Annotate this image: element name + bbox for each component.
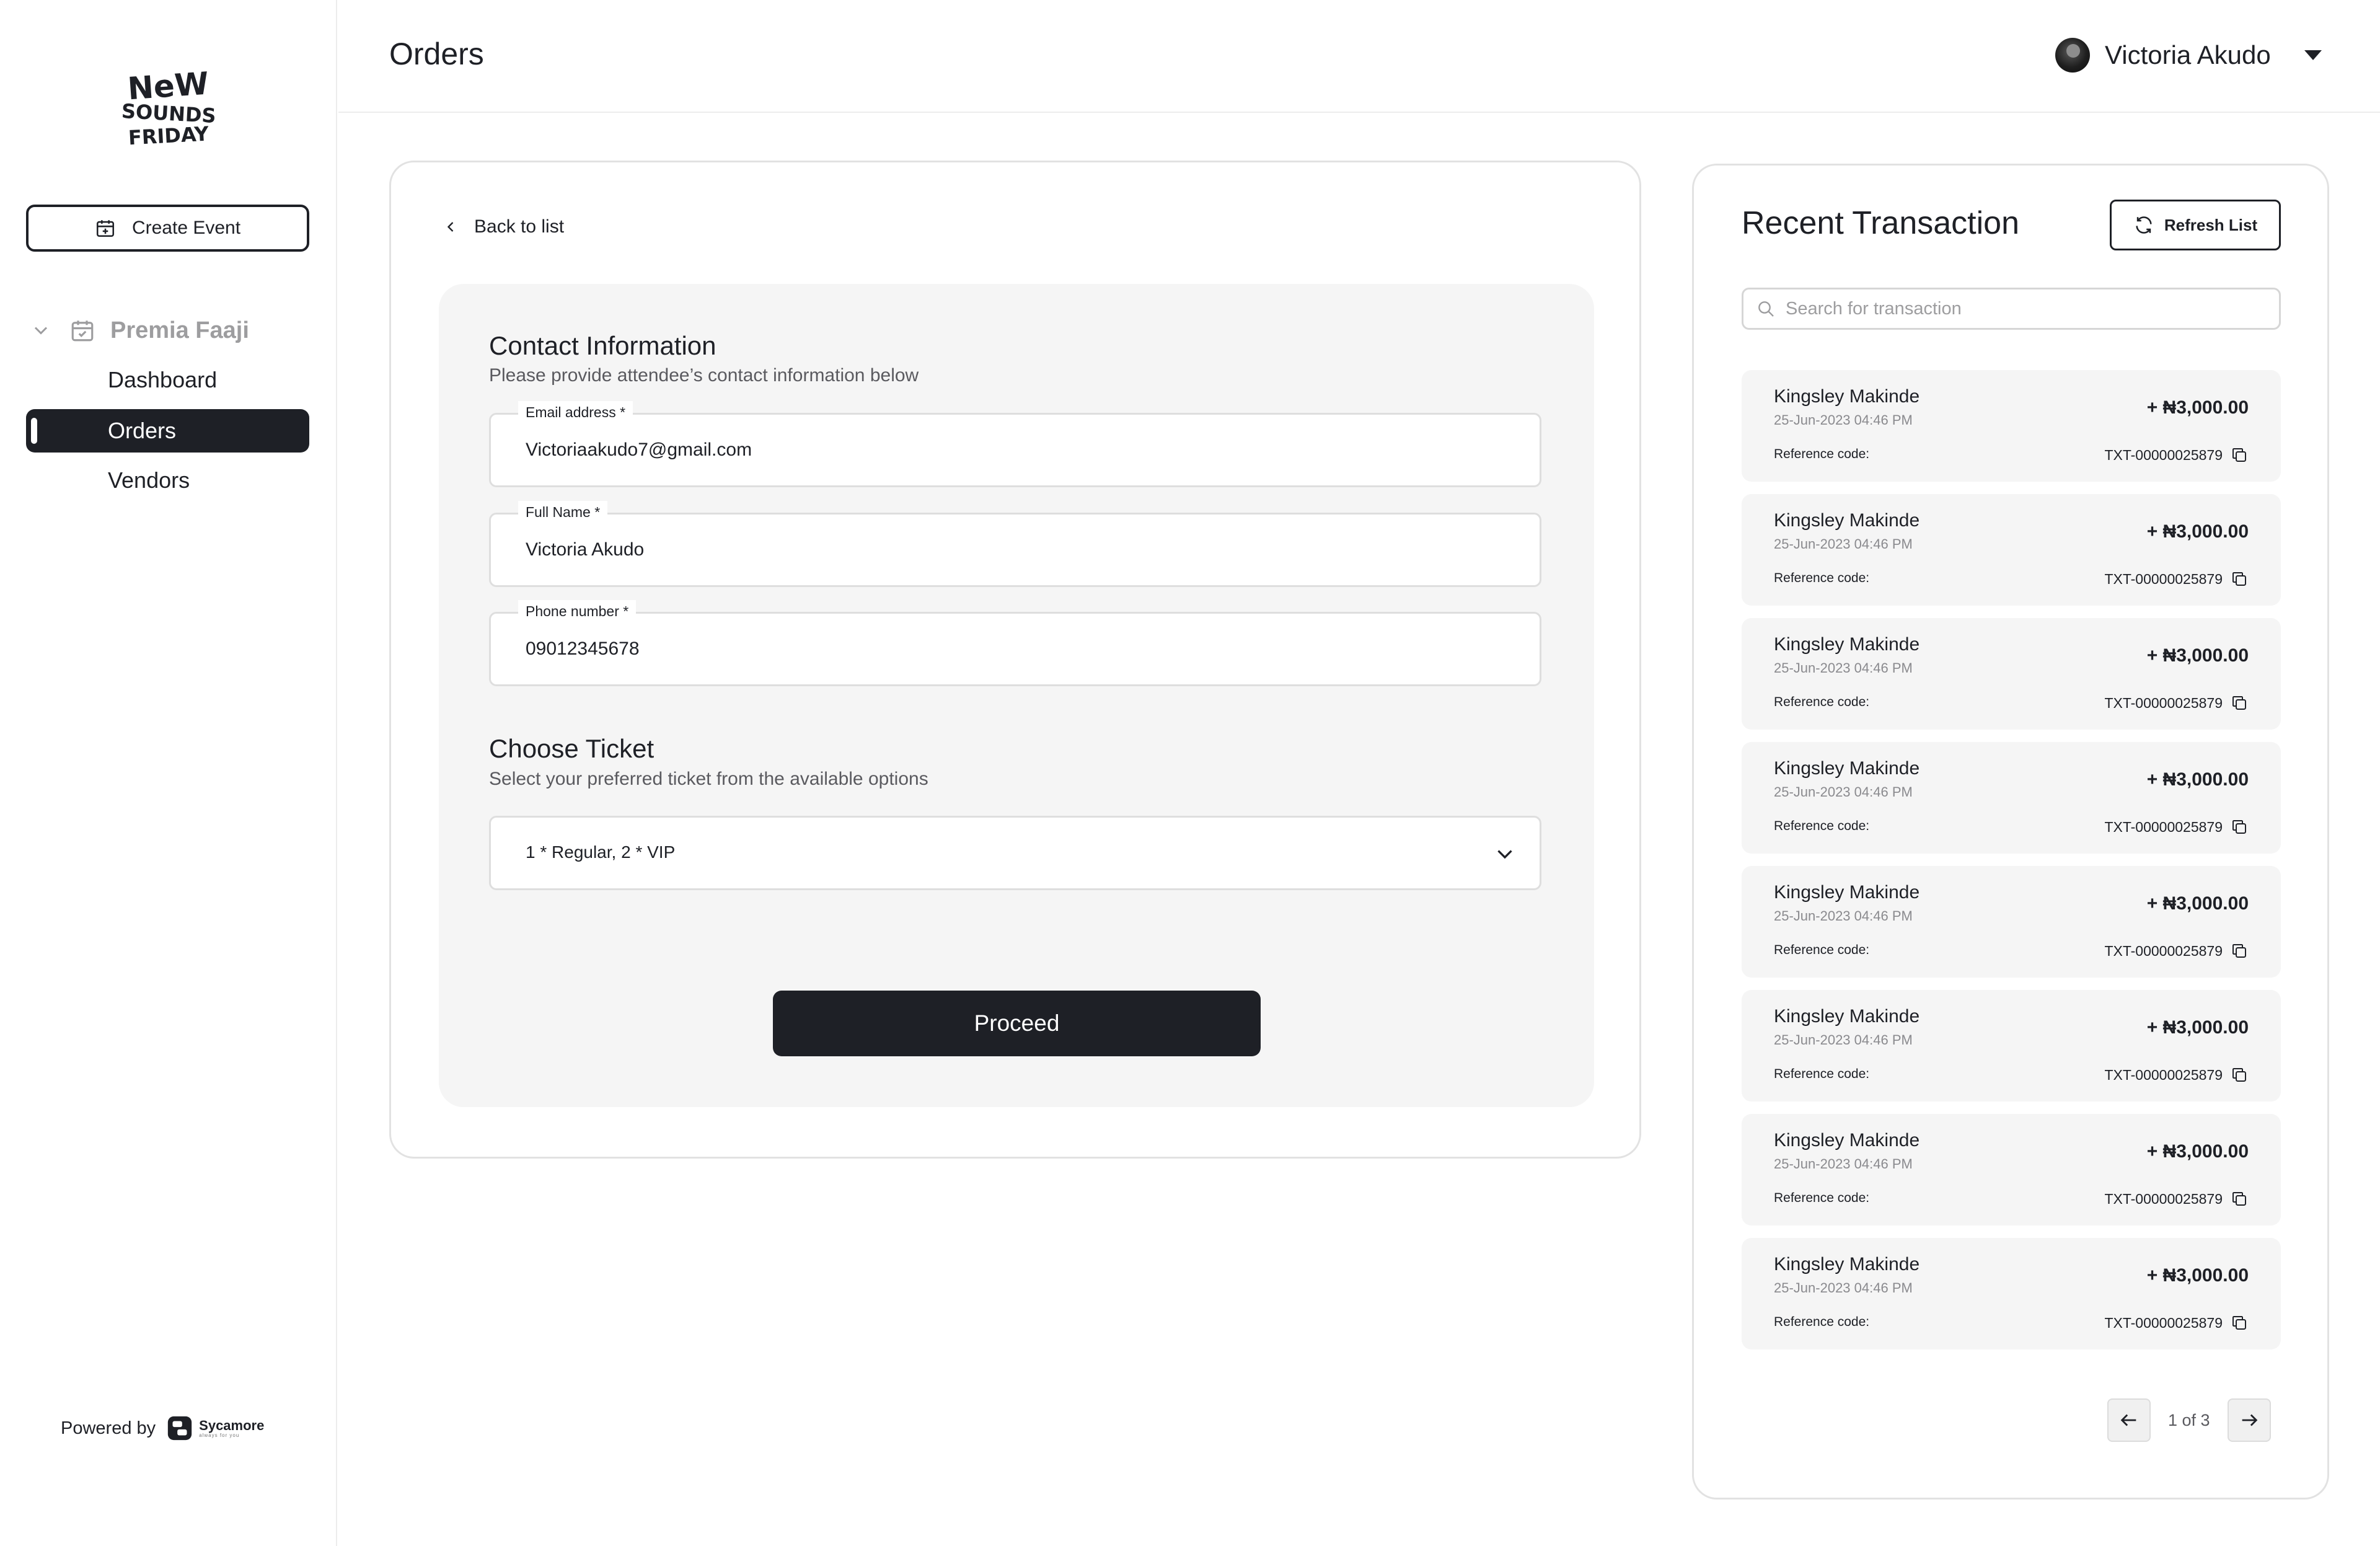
- powered-by-label: Powered by: [61, 1418, 156, 1438]
- reference-label: Reference code:: [1774, 943, 1870, 957]
- avatar: [2055, 38, 2090, 73]
- back-label: Back to list: [474, 216, 565, 237]
- reference-label: Reference code:: [1774, 447, 1870, 461]
- user-name: Victoria Akudo: [2105, 40, 2271, 69]
- reference-code-value: TXT-00000025879: [2104, 1314, 2223, 1331]
- transaction-search[interactable]: [1742, 288, 2281, 330]
- phone-label: Phone number *: [518, 600, 636, 622]
- user-menu[interactable]: [2055, 36, 2322, 74]
- chevron-down-icon: [1494, 842, 1516, 865]
- reference-code-value: TXT-00000025879: [2104, 942, 2223, 959]
- event-group-toggle[interactable]: [30, 313, 315, 348]
- transaction-amount: + ₦3,000.00: [2146, 397, 2249, 418]
- copy-icon[interactable]: [2230, 942, 2249, 960]
- full-name-label: Full Name *: [518, 501, 607, 523]
- arrow-left-icon: [2118, 1410, 2140, 1431]
- calendar-add-icon: [95, 218, 116, 239]
- transaction-date: 25-Jun-2023 04:46 PM: [1774, 1280, 1913, 1296]
- sidebar-item-dashboard[interactable]: [26, 358, 309, 402]
- ticket-section-subtitle: Select your preferred ticket from the available options: [489, 769, 928, 789]
- copy-icon[interactable]: [2230, 1066, 2249, 1084]
- email-value: Victoriaakudo7@gmail.com: [526, 440, 752, 460]
- reference-code-value: TXT-00000025879: [2104, 818, 2223, 835]
- transaction-card[interactable]: [1742, 1238, 2281, 1349]
- transaction-card[interactable]: [1742, 370, 2281, 482]
- transaction-name: Kingsley Makinde: [1774, 882, 1920, 903]
- phone-value: 09012345678: [526, 638, 640, 659]
- sidebar-item-label: Dashboard: [108, 367, 218, 392]
- sycamore-name: Sycamore: [199, 1417, 265, 1433]
- reference-label: Reference code:: [1774, 1191, 1870, 1205]
- search-icon: [1756, 299, 1776, 319]
- reference-code-value: TXT-00000025879: [2104, 694, 2223, 711]
- transaction-date: 25-Jun-2023 04:46 PM: [1774, 1156, 1913, 1172]
- ticket-select[interactable]: [489, 816, 1541, 890]
- transaction-date: 25-Jun-2023 04:46 PM: [1774, 412, 1913, 428]
- transactions-title: Recent Transaction: [1742, 205, 2020, 241]
- refresh-label: Refresh List: [2164, 215, 2258, 234]
- ticket-section-title: Choose Ticket: [489, 734, 654, 763]
- copy-icon[interactable]: [2230, 1190, 2249, 1208]
- transaction-name: Kingsley Makinde: [1774, 758, 1920, 779]
- page-indicator: 1 of 3: [2168, 1410, 2210, 1429]
- reference-code: [2104, 694, 2249, 712]
- reference-code-value: TXT-00000025879: [2104, 570, 2223, 587]
- refresh-icon: [2133, 214, 2154, 236]
- transaction-card[interactable]: [1742, 1114, 2281, 1226]
- caret-down-icon: [2304, 50, 2322, 60]
- transaction-name: Kingsley Makinde: [1774, 510, 1920, 531]
- copy-icon[interactable]: [2230, 694, 2249, 712]
- proceed-label: Proceed: [974, 1010, 1060, 1036]
- transaction-name: Kingsley Makinde: [1774, 1006, 1920, 1027]
- transaction-amount: + ₦3,000.00: [2146, 1141, 2249, 1162]
- reference-code: [2104, 1190, 2249, 1208]
- copy-icon[interactable]: [2230, 818, 2249, 836]
- sidebar-item-orders[interactable]: [26, 409, 309, 453]
- active-indicator: [31, 418, 37, 444]
- sidebar-item-vendors[interactable]: [26, 459, 309, 502]
- reference-code: [2104, 942, 2249, 960]
- create-event-label: Create Event: [131, 218, 241, 238]
- contact-section-subtitle: Please provide attendee’s contact information below: [489, 365, 919, 386]
- transaction-amount: + ₦3,000.00: [2146, 1017, 2249, 1038]
- reference-code: [2104, 1066, 2249, 1084]
- next-page-button[interactable]: [2228, 1398, 2271, 1442]
- transaction-amount: + ₦3,000.00: [2146, 1265, 2249, 1286]
- transaction-amount: + ₦3,000.00: [2146, 645, 2249, 666]
- sidebar-item-label: Orders: [108, 418, 177, 443]
- transaction-card[interactable]: [1742, 866, 2281, 978]
- sycamore-tagline: always for you: [199, 1432, 240, 1438]
- transaction-name: Kingsley Makinde: [1774, 1254, 1920, 1274]
- chevron-down-icon: [30, 319, 52, 342]
- calendar-check-icon: [69, 317, 95, 343]
- brand-logo[interactable]: [114, 67, 223, 148]
- reference-code-value: TXT-00000025879: [2104, 1066, 2223, 1083]
- reference-label: Reference code:: [1774, 1315, 1870, 1329]
- search-input[interactable]: [1784, 298, 2258, 320]
- pagination: [2107, 1398, 2271, 1442]
- reference-code: [2104, 570, 2249, 588]
- svg-text:FRIDAY: FRIDAY: [128, 121, 209, 148]
- reference-label: Reference code:: [1774, 571, 1870, 585]
- powered-by: [61, 1411, 284, 1446]
- reference-label: Reference code:: [1774, 695, 1870, 709]
- sycamore-logo[interactable]: [165, 1414, 264, 1442]
- transaction-name: Kingsley Makinde: [1774, 1130, 1920, 1151]
- arrow-right-icon: [2239, 1410, 2260, 1431]
- proceed-button[interactable]: [773, 991, 1261, 1056]
- event-name: Premia Faaji: [110, 317, 249, 343]
- transaction-date: 25-Jun-2023 04:46 PM: [1774, 660, 1913, 676]
- copy-icon[interactable]: [2230, 570, 2249, 588]
- svg-text:SOUNDS: SOUNDS: [121, 99, 217, 128]
- reference-code-value: TXT-00000025879: [2104, 446, 2223, 463]
- reference-label: Reference code:: [1774, 1067, 1870, 1081]
- reference-code: [2104, 818, 2249, 836]
- sidebar-item-label: Vendors: [108, 467, 190, 493]
- email-label: Email address *: [518, 401, 633, 423]
- reference-code: [2104, 1314, 2249, 1332]
- transaction-name: Kingsley Makinde: [1774, 386, 1920, 407]
- transaction-card[interactable]: [1742, 742, 2281, 854]
- svg-text:NeW: NeW: [126, 67, 210, 107]
- transaction-amount: + ₦3,000.00: [2146, 769, 2249, 790]
- transaction-amount: + ₦3,000.00: [2146, 893, 2249, 914]
- reference-code-value: TXT-00000025879: [2104, 1190, 2223, 1207]
- reference-code: [2104, 446, 2249, 464]
- ticket-selected-value: 1 * Regular, 2 * VIP: [526, 842, 676, 862]
- chevron-left-icon: [442, 218, 459, 236]
- transaction-date: 25-Jun-2023 04:46 PM: [1774, 908, 1913, 924]
- back-to-list-link[interactable]: [442, 213, 564, 241]
- transaction-card[interactable]: [1742, 618, 2281, 730]
- sycamore-logo-icon: [165, 1414, 194, 1442]
- contact-section-title: Contact Information: [489, 331, 716, 360]
- logo-icon: [114, 67, 223, 148]
- transaction-card[interactable]: [1742, 494, 2281, 606]
- transaction-amount: + ₦3,000.00: [2146, 521, 2249, 542]
- reference-label: Reference code:: [1774, 819, 1870, 833]
- full-name-value: Victoria Akudo: [526, 539, 645, 560]
- copy-icon[interactable]: [2230, 446, 2249, 464]
- previous-page-button[interactable]: [2107, 1398, 2151, 1442]
- transaction-date: 25-Jun-2023 04:46 PM: [1774, 1032, 1913, 1048]
- transaction-name: Kingsley Makinde: [1774, 634, 1920, 655]
- create-event-button[interactable]: [26, 205, 309, 252]
- refresh-list-button[interactable]: [2110, 200, 2281, 250]
- transaction-card[interactable]: [1742, 990, 2281, 1102]
- page-title: Orders: [389, 37, 484, 71]
- transaction-date: 25-Jun-2023 04:46 PM: [1774, 536, 1913, 552]
- email-field[interactable]: [489, 404, 1541, 487]
- copy-icon[interactable]: [2230, 1314, 2249, 1332]
- transaction-date: 25-Jun-2023 04:46 PM: [1774, 784, 1913, 800]
- full-name-field[interactable]: [489, 504, 1541, 587]
- phone-field[interactable]: [489, 603, 1541, 686]
